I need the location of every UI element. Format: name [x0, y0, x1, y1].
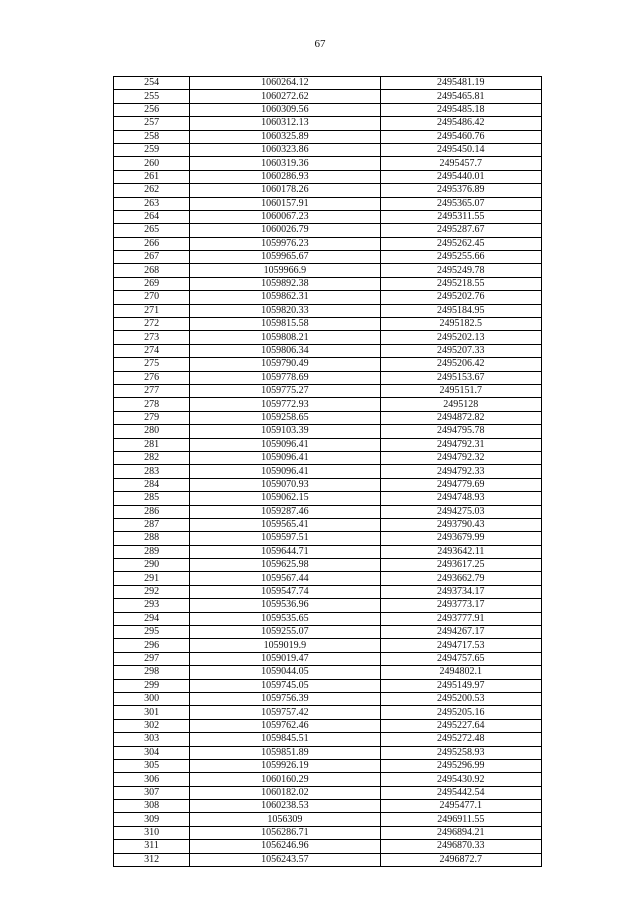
x-coordinate-cell: 1059535.65 — [190, 612, 380, 625]
x-coordinate-cell: 1059644.71 — [190, 545, 380, 558]
point-number-cell: 275 — [114, 358, 190, 371]
table-row — [114, 612, 542, 625]
x-coordinate-cell: 1059567.44 — [190, 572, 380, 585]
x-coordinate-cell: 1060238.53 — [190, 800, 380, 813]
y-coordinate-cell: 2495486.42 — [380, 117, 541, 130]
table-row — [114, 759, 542, 772]
y-coordinate-cell: 2495442.54 — [380, 786, 541, 799]
table-row — [114, 264, 542, 277]
table-row — [114, 585, 542, 598]
y-coordinate-cell: 2493777.91 — [380, 612, 541, 625]
y-coordinate-cell: 2495249.78 — [380, 264, 541, 277]
point-number-cell: 310 — [114, 826, 190, 839]
x-coordinate-cell: 1059536.96 — [190, 599, 380, 612]
table-row — [114, 425, 542, 438]
table-row — [114, 532, 542, 545]
y-coordinate-cell: 2494792.31 — [380, 438, 541, 451]
y-coordinate-cell: 2493662.79 — [380, 572, 541, 585]
y-coordinate-cell: 2496911.55 — [380, 813, 541, 826]
point-number-cell: 272 — [114, 318, 190, 331]
y-coordinate-cell: 2495227.64 — [380, 719, 541, 732]
x-coordinate-cell: 1059966.9 — [190, 264, 380, 277]
point-number-cell: 270 — [114, 291, 190, 304]
point-number-cell: 279 — [114, 411, 190, 424]
x-coordinate-cell: 1059745.05 — [190, 679, 380, 692]
table-row — [114, 117, 542, 130]
point-number-cell: 303 — [114, 733, 190, 746]
y-coordinate-cell: 2496872.7 — [380, 853, 541, 866]
point-number-cell: 263 — [114, 197, 190, 210]
x-coordinate-cell: 1059926.19 — [190, 759, 380, 772]
point-number-cell: 291 — [114, 572, 190, 585]
point-number-cell: 254 — [114, 77, 190, 90]
point-number-cell: 267 — [114, 251, 190, 264]
x-coordinate-cell: 1059070.93 — [190, 478, 380, 491]
point-number-cell: 265 — [114, 224, 190, 237]
x-coordinate-cell: 1060309.56 — [190, 103, 380, 116]
point-number-cell: 312 — [114, 853, 190, 866]
y-coordinate-cell: 2495296.99 — [380, 759, 541, 772]
table-row — [114, 773, 542, 786]
y-coordinate-cell: 2494792.32 — [380, 451, 541, 464]
point-number-cell: 274 — [114, 344, 190, 357]
x-coordinate-cell: 1059808.21 — [190, 331, 380, 344]
x-coordinate-cell: 1059258.65 — [190, 411, 380, 424]
y-coordinate-cell: 2495202.13 — [380, 331, 541, 344]
point-number-cell: 311 — [114, 840, 190, 853]
table-row — [114, 492, 542, 505]
table-row — [114, 384, 542, 397]
point-number-cell: 306 — [114, 773, 190, 786]
table-row — [114, 652, 542, 665]
y-coordinate-cell: 2495485.18 — [380, 103, 541, 116]
y-coordinate-cell: 2495287.67 — [380, 224, 541, 237]
y-coordinate-cell: 2495465.81 — [380, 90, 541, 103]
x-coordinate-cell: 1060178.26 — [190, 184, 380, 197]
y-coordinate-cell: 2495128 — [380, 398, 541, 411]
table-row — [114, 411, 542, 424]
y-coordinate-cell: 2495206.42 — [380, 358, 541, 371]
x-coordinate-cell: 1059965.67 — [190, 251, 380, 264]
table-row — [114, 157, 542, 170]
x-coordinate-cell: 1059862.31 — [190, 291, 380, 304]
table-row — [114, 237, 542, 250]
point-number-cell: 307 — [114, 786, 190, 799]
point-number-cell: 278 — [114, 398, 190, 411]
y-coordinate-cell: 2495440.01 — [380, 170, 541, 183]
x-coordinate-cell: 1059757.42 — [190, 706, 380, 719]
table-row — [114, 559, 542, 572]
x-coordinate-cell: 1059287.46 — [190, 505, 380, 518]
point-number-cell: 259 — [114, 143, 190, 156]
x-coordinate-cell: 1059044.05 — [190, 666, 380, 679]
y-coordinate-cell: 2494717.53 — [380, 639, 541, 652]
y-coordinate-cell: 2495200.53 — [380, 692, 541, 705]
x-coordinate-cell: 1056309 — [190, 813, 380, 826]
y-coordinate-cell: 2496870.33 — [380, 840, 541, 853]
table-row — [114, 572, 542, 585]
y-coordinate-cell: 2493773.17 — [380, 599, 541, 612]
table-row — [114, 733, 542, 746]
x-coordinate-cell: 1059778.69 — [190, 371, 380, 384]
table-row — [114, 210, 542, 223]
table-row — [114, 545, 542, 558]
point-number-cell: 298 — [114, 666, 190, 679]
point-number-cell: 295 — [114, 626, 190, 639]
y-coordinate-cell: 2495460.76 — [380, 130, 541, 143]
table-row — [114, 143, 542, 156]
x-coordinate-cell: 1060067.23 — [190, 210, 380, 223]
table-row — [114, 840, 542, 853]
y-coordinate-cell: 2495151.7 — [380, 384, 541, 397]
point-number-cell: 287 — [114, 518, 190, 531]
table-row — [114, 184, 542, 197]
point-number-cell: 305 — [114, 759, 190, 772]
point-number-cell: 268 — [114, 264, 190, 277]
point-number-cell: 271 — [114, 304, 190, 317]
x-coordinate-cell: 1059096.41 — [190, 451, 380, 464]
x-coordinate-cell: 1059756.39 — [190, 692, 380, 705]
x-coordinate-cell: 1059806.34 — [190, 344, 380, 357]
x-coordinate-cell: 1059845.51 — [190, 733, 380, 746]
point-number-cell: 302 — [114, 719, 190, 732]
x-coordinate-cell: 1059096.41 — [190, 438, 380, 451]
x-coordinate-cell: 1059019.47 — [190, 652, 380, 665]
point-number-cell: 257 — [114, 117, 190, 130]
point-number-cell: 285 — [114, 492, 190, 505]
table-row — [114, 358, 542, 371]
x-coordinate-cell: 1060319.36 — [190, 157, 380, 170]
x-coordinate-cell: 1056246.96 — [190, 840, 380, 853]
point-number-cell: 284 — [114, 478, 190, 491]
table-row — [114, 77, 542, 90]
point-number-cell: 289 — [114, 545, 190, 558]
y-coordinate-cell: 2493790.43 — [380, 518, 541, 531]
point-number-cell: 301 — [114, 706, 190, 719]
y-coordinate-cell: 2493734.17 — [380, 585, 541, 598]
y-coordinate-cell: 2495477.1 — [380, 800, 541, 813]
coordinate-table — [113, 76, 542, 867]
y-coordinate-cell: 2493679.99 — [380, 532, 541, 545]
point-number-cell: 256 — [114, 103, 190, 116]
x-coordinate-cell: 1059762.46 — [190, 719, 380, 732]
point-number-cell: 290 — [114, 559, 190, 572]
point-number-cell: 280 — [114, 425, 190, 438]
y-coordinate-cell: 2495376.89 — [380, 184, 541, 197]
x-coordinate-cell: 1059597.51 — [190, 532, 380, 545]
y-coordinate-cell: 2494275.03 — [380, 505, 541, 518]
table-row — [114, 371, 542, 384]
y-coordinate-cell: 2495365.07 — [380, 197, 541, 210]
y-coordinate-cell: 2495262.45 — [380, 237, 541, 250]
point-number-cell: 277 — [114, 384, 190, 397]
table-row — [114, 706, 542, 719]
table-row — [114, 639, 542, 652]
point-number-cell: 283 — [114, 465, 190, 478]
point-number-cell: 286 — [114, 505, 190, 518]
point-number-cell: 262 — [114, 184, 190, 197]
table-row — [114, 626, 542, 639]
x-coordinate-cell: 1060325.89 — [190, 130, 380, 143]
y-coordinate-cell: 2494795.78 — [380, 425, 541, 438]
y-coordinate-cell: 2494267.17 — [380, 626, 541, 639]
table-row — [114, 398, 542, 411]
table-row — [114, 679, 542, 692]
table-row — [114, 103, 542, 116]
x-coordinate-cell: 1060323.86 — [190, 143, 380, 156]
table-row — [114, 478, 542, 491]
y-coordinate-cell: 2493642.11 — [380, 545, 541, 558]
x-coordinate-cell: 1056286.71 — [190, 826, 380, 839]
table-row — [114, 277, 542, 290]
x-coordinate-cell: 1059255.07 — [190, 626, 380, 639]
y-coordinate-cell: 2494757.65 — [380, 652, 541, 665]
point-number-cell: 282 — [114, 451, 190, 464]
x-coordinate-cell: 1059976.23 — [190, 237, 380, 250]
point-number-cell: 261 — [114, 170, 190, 183]
table-row — [114, 438, 542, 451]
y-coordinate-cell: 2494748.93 — [380, 492, 541, 505]
x-coordinate-cell: 1060160.29 — [190, 773, 380, 786]
x-coordinate-cell: 1059820.33 — [190, 304, 380, 317]
y-coordinate-cell: 2496894.21 — [380, 826, 541, 839]
y-coordinate-cell: 2494792.33 — [380, 465, 541, 478]
y-coordinate-cell: 2495202.76 — [380, 291, 541, 304]
table-row — [114, 599, 542, 612]
x-coordinate-cell: 1060182.02 — [190, 786, 380, 799]
table-row — [114, 451, 542, 464]
point-number-cell: 304 — [114, 746, 190, 759]
table-row — [114, 344, 542, 357]
y-coordinate-cell: 2495207.33 — [380, 344, 541, 357]
table-row — [114, 826, 542, 839]
x-coordinate-cell: 1060157.91 — [190, 197, 380, 210]
table-row — [114, 786, 542, 799]
table-row — [114, 800, 542, 813]
y-coordinate-cell: 2495430.92 — [380, 773, 541, 786]
point-number-cell: 269 — [114, 277, 190, 290]
point-number-cell: 264 — [114, 210, 190, 223]
y-coordinate-cell: 2495205.16 — [380, 706, 541, 719]
x-coordinate-cell: 1060312.13 — [190, 117, 380, 130]
table-row — [114, 291, 542, 304]
x-coordinate-cell: 1060264.12 — [190, 77, 380, 90]
point-number-cell: 297 — [114, 652, 190, 665]
point-number-cell: 308 — [114, 800, 190, 813]
x-coordinate-cell: 1059775.27 — [190, 384, 380, 397]
x-coordinate-cell: 1060272.62 — [190, 90, 380, 103]
x-coordinate-cell: 1059547.74 — [190, 585, 380, 598]
y-coordinate-cell: 2495457.7 — [380, 157, 541, 170]
point-number-cell: 288 — [114, 532, 190, 545]
point-number-cell: 273 — [114, 331, 190, 344]
table-row — [114, 318, 542, 331]
table-row — [114, 130, 542, 143]
x-coordinate-cell: 1059892.38 — [190, 277, 380, 290]
point-number-cell: 292 — [114, 585, 190, 598]
x-coordinate-cell: 1059625.98 — [190, 559, 380, 572]
table-row — [114, 746, 542, 759]
table-row — [114, 505, 542, 518]
y-coordinate-cell: 2495153.67 — [380, 371, 541, 384]
y-coordinate-cell: 2495218.55 — [380, 277, 541, 290]
table-row — [114, 197, 542, 210]
y-coordinate-cell: 2495255.66 — [380, 251, 541, 264]
x-coordinate-cell: 1059815.58 — [190, 318, 380, 331]
x-coordinate-cell: 1059851.89 — [190, 746, 380, 759]
table-row — [114, 692, 542, 705]
point-number-cell: 309 — [114, 813, 190, 826]
table-row — [114, 666, 542, 679]
y-coordinate-cell: 2495311.55 — [380, 210, 541, 223]
point-number-cell: 260 — [114, 157, 190, 170]
x-coordinate-cell: 1060286.93 — [190, 170, 380, 183]
y-coordinate-cell: 2494779.69 — [380, 478, 541, 491]
table-row — [114, 224, 542, 237]
y-coordinate-cell: 2494802.1 — [380, 666, 541, 679]
table-row — [114, 813, 542, 826]
y-coordinate-cell: 2495450.14 — [380, 143, 541, 156]
y-coordinate-cell: 2495272.48 — [380, 733, 541, 746]
y-coordinate-cell: 2495481.19 — [380, 77, 541, 90]
point-number-cell: 255 — [114, 90, 190, 103]
table-row — [114, 331, 542, 344]
table-row — [114, 518, 542, 531]
x-coordinate-cell: 1059062.15 — [190, 492, 380, 505]
table-row — [114, 853, 542, 866]
page-number: 67 — [314, 38, 326, 50]
x-coordinate-cell: 1059096.41 — [190, 465, 380, 478]
x-coordinate-cell: 1059103.39 — [190, 425, 380, 438]
point-number-cell: 294 — [114, 612, 190, 625]
x-coordinate-cell: 1060026.79 — [190, 224, 380, 237]
point-number-cell: 281 — [114, 438, 190, 451]
point-number-cell: 266 — [114, 237, 190, 250]
point-number-cell: 296 — [114, 639, 190, 652]
y-coordinate-cell: 2493617.25 — [380, 559, 541, 572]
y-coordinate-cell: 2494872.82 — [380, 411, 541, 424]
x-coordinate-cell: 1059565.41 — [190, 518, 380, 531]
table-row — [114, 251, 542, 264]
table-row — [114, 90, 542, 103]
y-coordinate-cell: 2495182.5 — [380, 318, 541, 331]
table-row — [114, 465, 542, 478]
point-number-cell: 300 — [114, 692, 190, 705]
table-row — [114, 719, 542, 732]
y-coordinate-cell: 2495184.95 — [380, 304, 541, 317]
y-coordinate-cell: 2495149.97 — [380, 679, 541, 692]
point-number-cell: 258 — [114, 130, 190, 143]
point-number-cell: 293 — [114, 599, 190, 612]
x-coordinate-cell: 1056243.57 — [190, 853, 380, 866]
table-row — [114, 304, 542, 317]
x-coordinate-cell: 1059790.49 — [190, 358, 380, 371]
point-number-cell: 276 — [114, 371, 190, 384]
point-number-cell: 299 — [114, 679, 190, 692]
table-row — [114, 170, 542, 183]
x-coordinate-cell: 1059019.9 — [190, 639, 380, 652]
x-coordinate-cell: 1059772.93 — [190, 398, 380, 411]
y-coordinate-cell: 2495258.93 — [380, 746, 541, 759]
coordinate-table-body — [114, 77, 542, 867]
